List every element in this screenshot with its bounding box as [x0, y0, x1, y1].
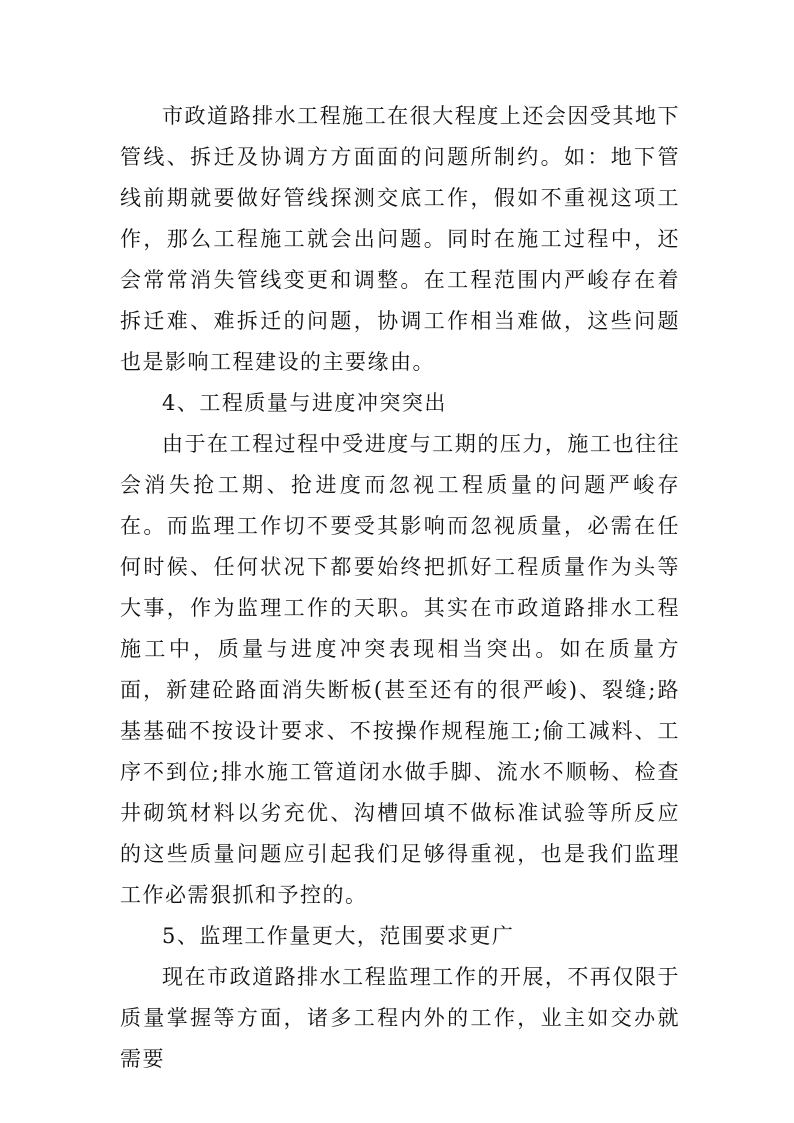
- document-body: [120, 96, 680, 1080]
- section-heading-5: 5、监理工作量更大，范围要求更广: [162, 924, 515, 948]
- paragraph-supervision-scope: 现在市政道路排水工程监理工作的开展，不再仅限于质量掌握等方面，诸多工程内外的工作，业主如交办就需要: [120, 965, 680, 1071]
- paragraph-quality-progress: 由于在工程过程中受进度与工期的压力，施工也往往会消失抢工期、抢进度而忽视工程质量的问题严峻存在。而监理工作切不要受其影响而忽视质量，必需在任何时候、任何状况下都要始终把抓好工程质量作为头等大事，作为监理工作的天职。其实在市政道路排水工程施工中，质量与进度冲突表现相当突出。如在质量方面，新建砼路面消失断板(甚至还有的很严峻)、裂缝;路基基础不按设计要求、不按操作规程施工;偷工减料、工序不到位;排水施工管道闭水做手脚、流水不顺畅、检查井砌筑材料以劣充优、沟槽回填不做标准试验等所反应的这些质量问题应引起我们足够得重视，也是我们监理工作必需狠抓和予控的。: [120, 432, 680, 907]
- section-heading-4: 4、工程质量与进度冲突突出: [162, 391, 447, 415]
- paragraph-constraints: 市政道路排水工程施工在很大程度上还会因受其地下管线、拆迁及协调方方面面的问题所制约。如：地下管线前期就要做好管线探测交底工作，假如不重视这项工作，那么工程施工就会出问题。同时在施工过程中，还会常常消失管线变更和调整。在工程范围内严峻存在着拆迁难、难拆迁的问题，协调工作相当难做，这些问题也是影响工程建设的主要缘由。: [120, 104, 680, 374]
